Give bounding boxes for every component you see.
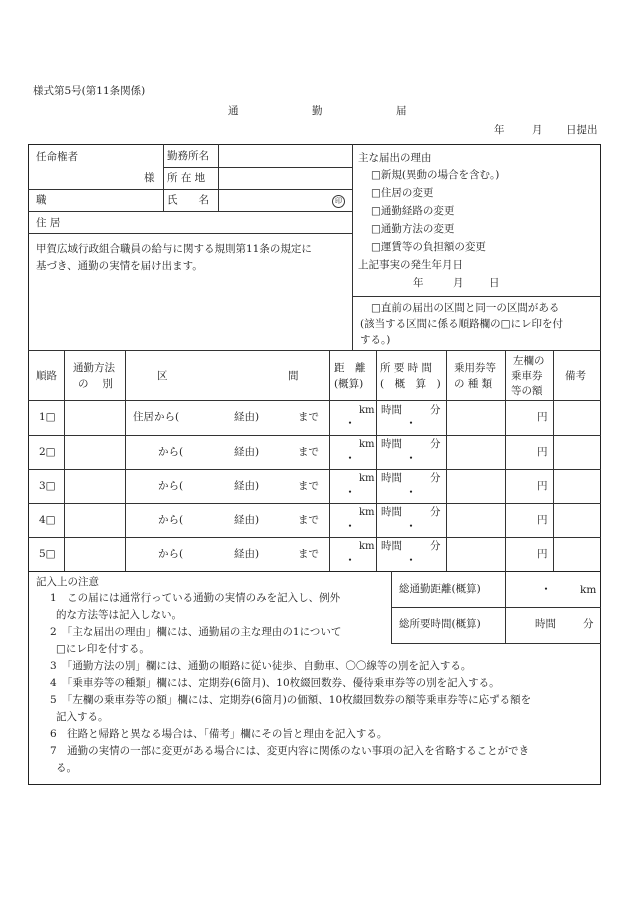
header-distance-1: 距 離 [334, 362, 366, 374]
header-method-2: の 別 [78, 378, 113, 390]
note-1a: 1 この届には通常行っている通勤の実情のみを記入し、例外 [50, 592, 341, 604]
same-route-line-3: する。) [360, 334, 391, 346]
header-time-1: 所 要 時 間 [380, 362, 433, 374]
row-mins: 分 [430, 404, 441, 416]
row-yen: 円 [537, 548, 548, 560]
total-time-hours: 時間 [535, 618, 556, 630]
submit-day-label: 日提出 [566, 124, 598, 136]
row-yen: 円 [537, 446, 548, 458]
header-ticket-2: の 種 類 [454, 378, 493, 390]
note-5a: 5 「左欄の乗車券等の額」欄には、定期券(6箇月)の価額、10枚綴回数券の額等乗車券等に応ずる額を [50, 694, 532, 706]
row-yen: 円 [537, 480, 548, 492]
reasons-title: 主な届出の理由 [358, 152, 432, 164]
row-km-dot: ・ [344, 416, 357, 430]
row-from: から( [158, 480, 184, 492]
row-via: 経由) [234, 514, 260, 526]
row-hours: 時間 [381, 506, 402, 518]
row-via: 経由) [234, 411, 260, 423]
reason-route[interactable]: □通勤経路の変更 [371, 205, 455, 217]
name-label: 氏 名 [167, 194, 209, 206]
note-7a: 7 通勤の実情の一部に変更がある場合には、変更内容に関係のない事項の記入を省略することができ [50, 745, 530, 757]
note-4: 4 「乗車券等の種類」欄には、定期券(6箇月)、10枚綴回数券、優待乗車券等の別を記入する。 [50, 677, 500, 689]
row-km-dot: ・ [344, 485, 357, 499]
same-route-line-2: (該当する区間に係る順路欄の□にレ印を付 [360, 318, 564, 330]
row-km: km [359, 439, 375, 450]
notes-title: 記入上の注意 [36, 576, 99, 588]
header-method-1: 通勤方法 [73, 362, 115, 374]
row-km-dot: ・ [344, 519, 357, 533]
row-time-dot: ・ [405, 553, 418, 567]
residence-label: 住 居 [36, 217, 61, 229]
row-time-dot: ・ [405, 451, 418, 465]
row-time-dot: ・ [405, 416, 418, 430]
header-ticket-1: 乗用券等 [454, 362, 496, 374]
row-km: km [359, 473, 375, 484]
total-time-label: 総所要時間(概算) [399, 618, 481, 630]
header-remarks: 備考 [565, 370, 586, 382]
row-km: km [359, 405, 375, 416]
title-char-3: 届 [396, 105, 407, 117]
row-order[interactable]: 3□ [39, 480, 56, 492]
appointer-label: 任命権者 [36, 151, 78, 163]
row-via: 経由) [234, 446, 260, 458]
total-distance-dot: ・ [540, 582, 553, 596]
row-mins: 分 [430, 506, 441, 518]
row-from: から( [158, 548, 184, 560]
header-fare-2: 乗車券 [511, 370, 543, 382]
header-fare-3: 等の額 [511, 385, 543, 397]
row-km-dot: ・ [344, 451, 357, 465]
row-to: まで [298, 514, 319, 526]
reason-fare[interactable]: □運賃等の負担額の変更 [371, 241, 486, 253]
header-section-kan: 間 [288, 370, 299, 382]
row-hours: 時間 [381, 438, 402, 450]
row-km: km [359, 507, 375, 518]
submit-month-label: 月 [532, 124, 543, 136]
workplace-label: 勤務所名 [167, 150, 209, 162]
note-7b: る。 [56, 762, 77, 774]
header-distance-2: (概算) [334, 378, 364, 390]
position-label: 職 [36, 194, 47, 206]
row-hours: 時間 [381, 540, 402, 552]
form-number: 様式第5号(第11条関係) [33, 85, 146, 97]
reason-method[interactable]: □通勤方法の変更 [371, 223, 455, 235]
occurrence-label: 上記事実の発生年月日 [358, 259, 463, 271]
row-time-dot: ・ [405, 485, 418, 499]
row-km-dot: ・ [344, 553, 357, 567]
row-hours: 時間 [381, 472, 402, 484]
row-mins: 分 [430, 472, 441, 484]
note-5b: 記入する。 [56, 711, 109, 723]
row-from: 住居から( [133, 411, 180, 423]
row-time-dot: ・ [405, 519, 418, 533]
note-2a: 2 「主な届出の理由」欄には、通勤届の主な理由の1について [50, 626, 342, 638]
header-time-2: ( 概 算 ) [380, 378, 441, 390]
location-label: 所 在 地 [167, 172, 206, 184]
row-to: まで [298, 446, 319, 458]
row-order[interactable]: 2□ [39, 446, 56, 458]
title-char-2: 勤 [312, 105, 323, 117]
row-from: から( [158, 446, 184, 458]
row-yen: 円 [537, 514, 548, 526]
row-hours: 時間 [381, 404, 402, 416]
header-fare-1: 左欄の [513, 355, 545, 367]
same-route-line-1[interactable]: □直前の届出の区間と同一の区間がある [371, 302, 560, 314]
note-2b: □にレ印を付する。 [56, 643, 150, 655]
seal-icon: 印 [332, 195, 345, 208]
row-order[interactable]: 5□ [39, 548, 56, 560]
occurrence-month: 月 [453, 277, 464, 289]
title-char-1: 通 [228, 105, 239, 117]
row-mins: 分 [430, 438, 441, 450]
declaration-line-2: 基づき、通勤の実情を届け出ます。 [36, 260, 203, 272]
row-yen: 円 [537, 411, 548, 423]
note-1b: 的な方法等は記入しない。 [56, 609, 182, 621]
row-via: 経由) [234, 548, 260, 560]
sama-suffix: 様 [144, 172, 155, 184]
reason-residence[interactable]: □住居の変更 [371, 187, 434, 199]
total-distance-unit: km [580, 584, 597, 596]
row-order[interactable]: 4□ [39, 514, 56, 526]
row-mins: 分 [430, 540, 441, 552]
header-order: 順路 [36, 370, 57, 382]
row-via: 経由) [234, 480, 260, 492]
header-section-ku: 区 [157, 370, 168, 382]
submit-year-label: 年 [494, 124, 505, 136]
total-time-mins: 分 [583, 618, 594, 630]
row-from: から( [158, 514, 184, 526]
note-3: 3 「通勤方法の別」欄には、通勤の順路に従い徒歩、自動車、〇〇線等の別を記入する。 [50, 660, 472, 672]
note-6: 6 往路と帰路と異なる場合は、「備考」欄にその旨と理由を記入する。 [50, 728, 388, 740]
row-to: まで [298, 480, 319, 492]
row-to: まで [298, 411, 319, 423]
total-distance-label: 総通勤距離(概算) [399, 583, 481, 595]
row-km: km [359, 541, 375, 552]
row-order[interactable]: 1□ [39, 411, 56, 423]
reason-new[interactable]: □新規(異動の場合を含む。) [371, 169, 500, 181]
row-to: まで [298, 548, 319, 560]
occurrence-day: 日 [489, 277, 500, 289]
declaration-line-1: 甲賀広域行政組合職員の給与に関する規則第11条の規定に [36, 243, 312, 255]
occurrence-year: 年 [413, 277, 424, 289]
